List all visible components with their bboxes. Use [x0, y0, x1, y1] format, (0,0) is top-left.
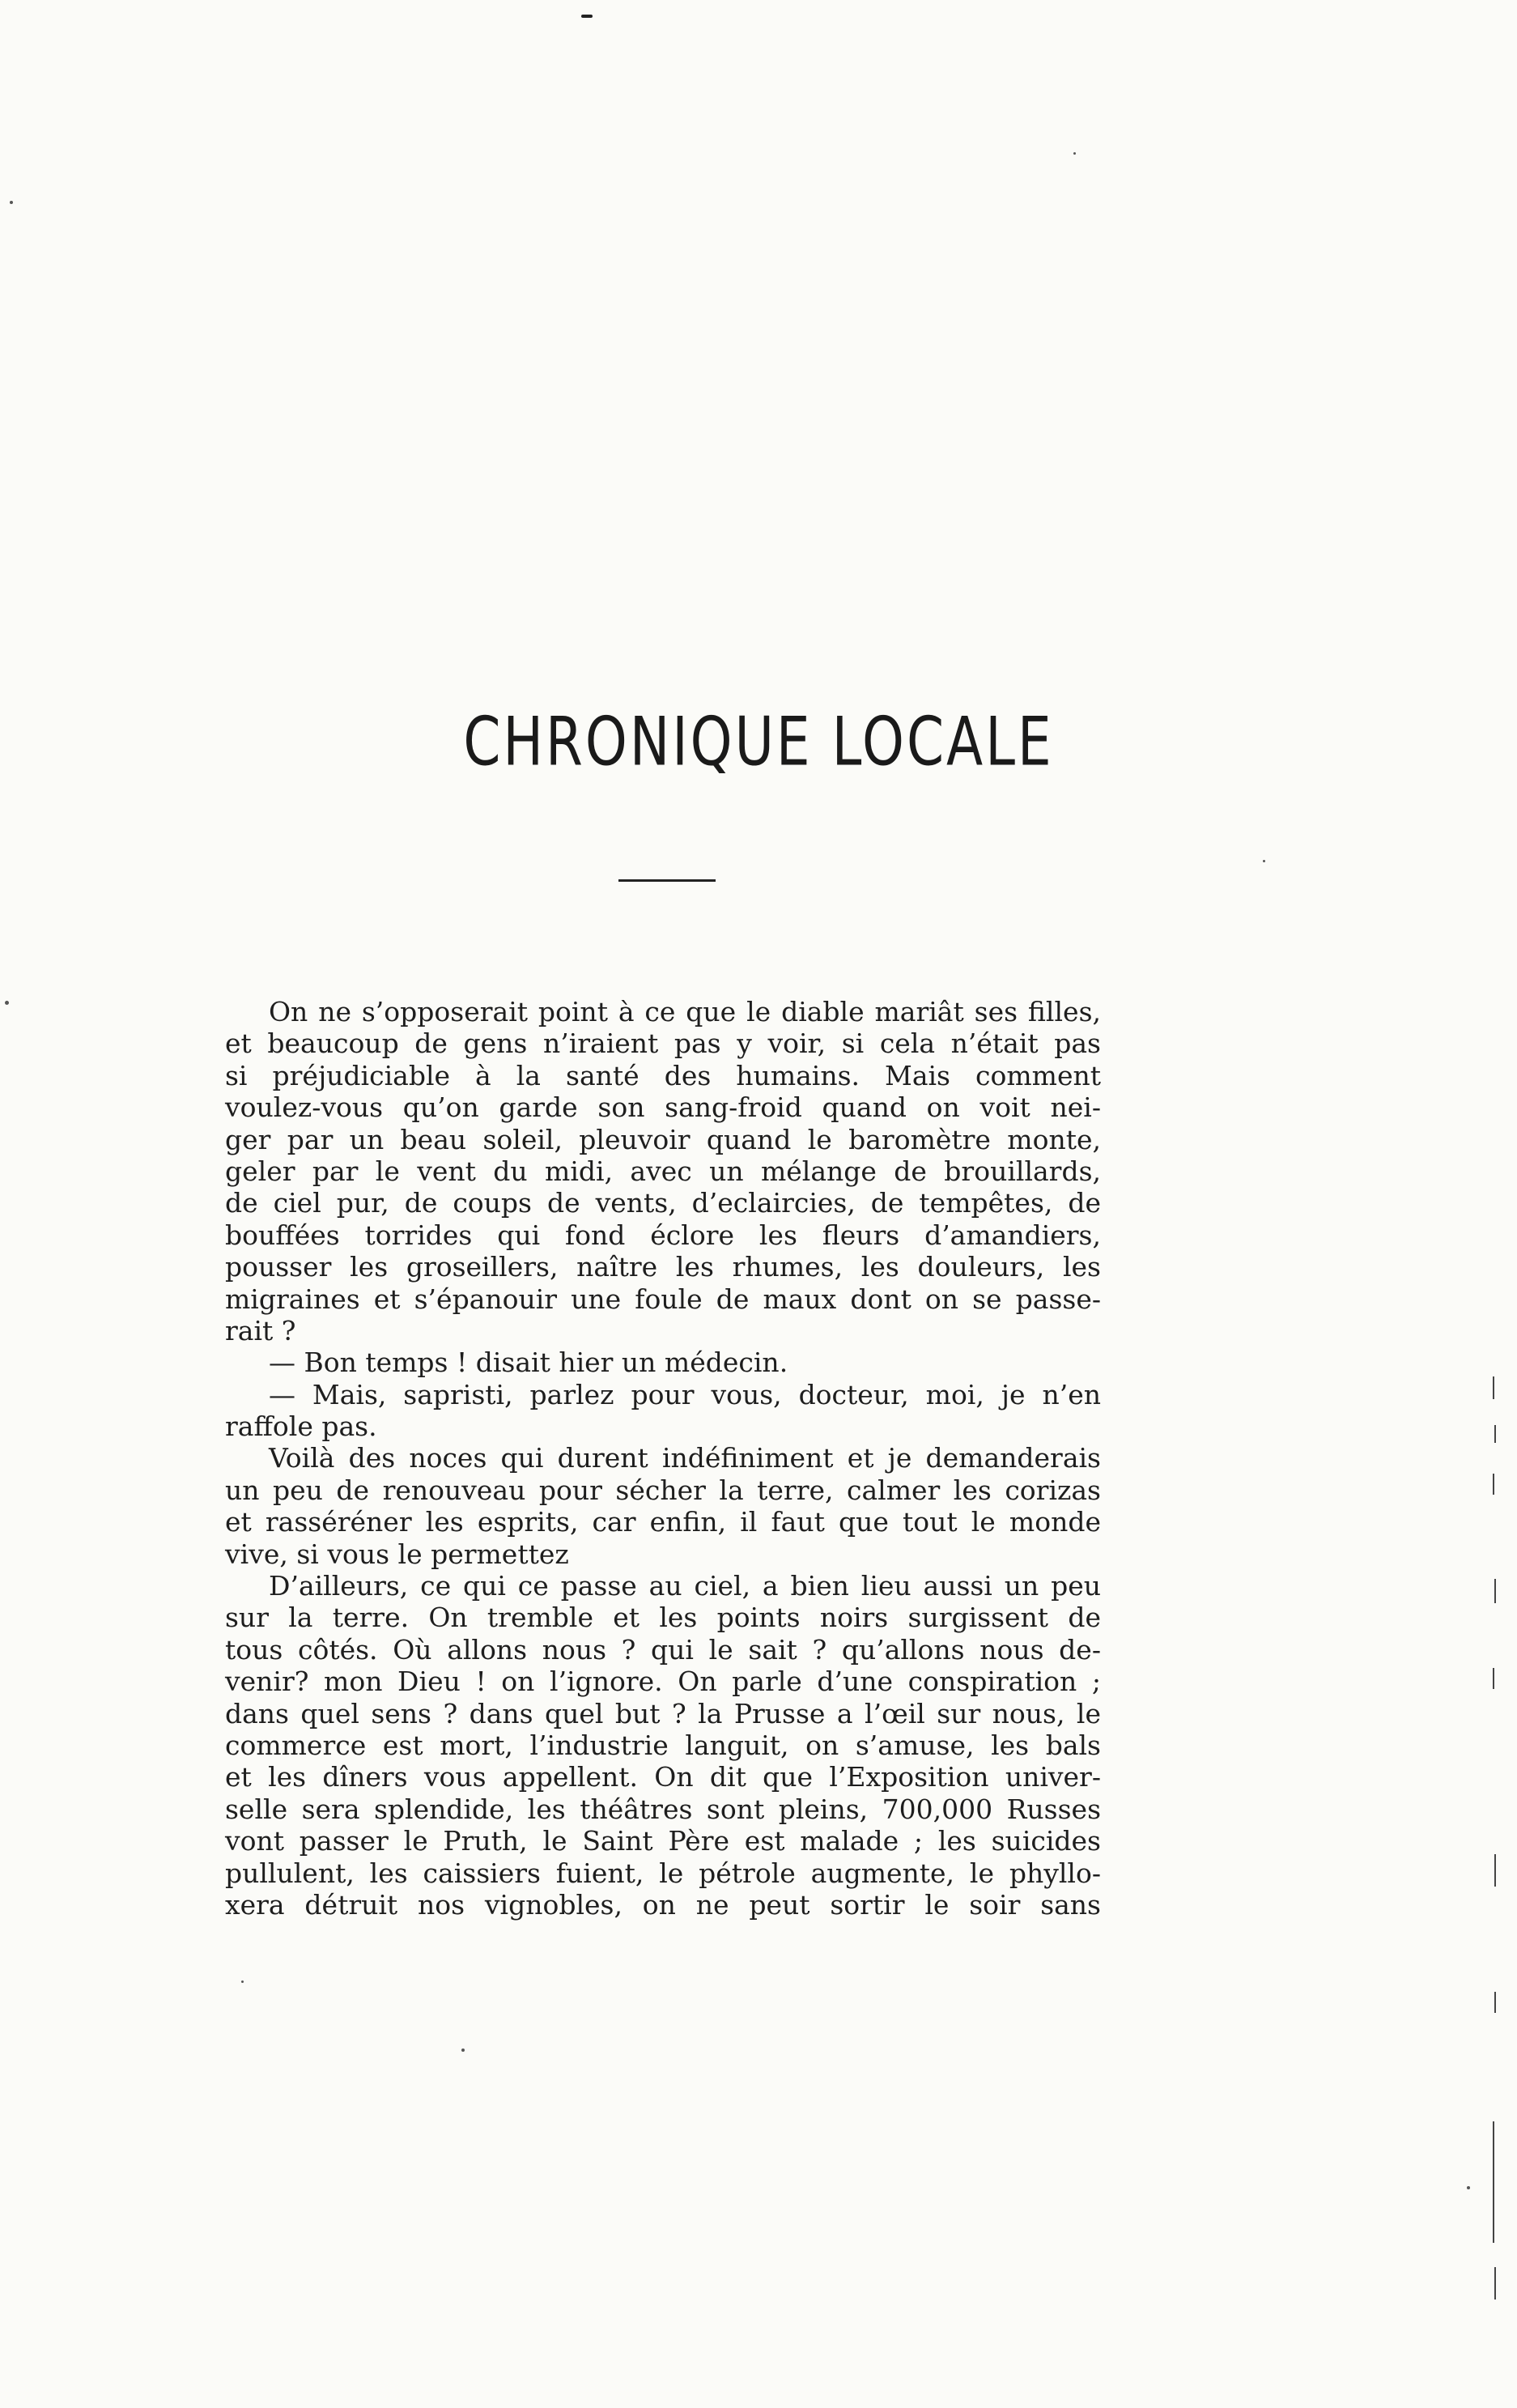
text-line: et beaucoup de gens n’iraient pas y voir, si cela n’était pas	[225, 1027, 1101, 1060]
scan-speck	[10, 201, 13, 204]
margin-mark	[1493, 1376, 1494, 1399]
scan-speck	[581, 15, 593, 18]
margin-mark	[1494, 1992, 1496, 2013]
scan-speck	[1467, 2186, 1470, 2189]
text-line: vive, si vous le permettez	[225, 1538, 569, 1570]
scan-speck	[241, 1980, 244, 1983]
scan-speck	[5, 1001, 9, 1005]
page-title: CHRONIQUE LOCALE	[463, 703, 1054, 781]
margin-mark	[1494, 1425, 1496, 1443]
text-line: geler par le vent du midi, avec un mélange de brouillards,	[225, 1155, 1101, 1187]
text-line: vont passer le Pruth, le Saint Père est malade ; les suicides	[225, 1825, 1101, 1857]
text-line: commerce est mort, l’industrie languit, on s’amuse, les bals	[225, 1729, 1101, 1761]
dialogue-line: — Bon temps ! disait hier un médecin.	[269, 1347, 788, 1379]
text-line: un peu de renouveau pour sécher la terre, calmer les corizas	[225, 1474, 1101, 1506]
text-line: sur la terre. On tremble et les points noirs surgissent de	[225, 1602, 1101, 1634]
scan-speck	[1073, 152, 1076, 155]
text-line: tous côtés. Où allons nous ? qui le sait ? qu’allons nous de-	[225, 1633, 1101, 1666]
text-line: migraines et s’épanouir une foule de maux dont on se passe-	[225, 1283, 1101, 1315]
text-line: venir? mon Dieu ! on l’ignore. On parle d’une conspiration ;	[225, 1666, 1101, 1698]
text-line: dans quel sens ? dans quel but ? la Prusse a l’œil sur nous, le	[225, 1697, 1101, 1729]
text-line: On ne s’opposerait point à ce que le diable mariât ses filles,	[269, 996, 1101, 1027]
text-line: pousser les groseillers, naître les rhumes, les douleurs, les	[225, 1251, 1101, 1283]
dialogue-line: — Mais, sapristi, parlez pour vous, docteur, moi, je n’en	[269, 1378, 1101, 1410]
text-line: de ciel pur, de coups de vents, d’eclaircies, de tempêtes, de	[225, 1187, 1101, 1219]
margin-mark	[1494, 1579, 1496, 1603]
text-line: et les dîners vous appellent. On dit que l’Exposition univer-	[225, 1761, 1101, 1793]
text-line: D’ailleurs, ce qui ce passe au ciel, a bien lieu aussi un peu	[269, 1570, 1101, 1602]
scan-speck	[461, 2049, 465, 2052]
margin-mark	[1493, 1474, 1494, 1495]
text-line: rait ?	[225, 1314, 296, 1347]
scan-speck	[1263, 860, 1265, 862]
title-divider	[618, 879, 716, 882]
margin-mark	[1493, 1668, 1494, 1689]
text-line: bouffées torrides qui fond éclore les fleurs d’amandiers,	[225, 1219, 1101, 1251]
article-body	[225, 996, 1101, 1921]
margin-mark	[1494, 1854, 1496, 1887]
text-line: si préjudiciable à la santé des humains. Mais comment	[225, 1059, 1101, 1091]
text-line: et rasséréner les esprits, car enfin, il faut que tout le monde	[225, 1506, 1101, 1538]
text-line: Voilà des noces qui durent indéfiniment et je demanderais	[269, 1442, 1101, 1474]
text-line: ger par un beau soleil, pleuvoir quand le baromètre monte,	[225, 1123, 1101, 1155]
margin-mark	[1494, 2267, 1496, 2300]
text-line: raffole pas.	[225, 1410, 377, 1443]
text-line: xera détruit nos vignobles, on ne peut sortir le soir sans	[225, 1888, 1101, 1921]
text-line: selle sera splendide, les théâtres sont pleins, 700,000 Russes	[225, 1793, 1101, 1825]
text-line: voulez-vous qu’on garde son sang-froid quand on voit nei-	[225, 1091, 1101, 1124]
margin-mark	[1493, 2121, 1494, 2243]
text-line: pullulent, les caissiers fuient, le pétrole augmente, le phyllo-	[225, 1857, 1101, 1889]
